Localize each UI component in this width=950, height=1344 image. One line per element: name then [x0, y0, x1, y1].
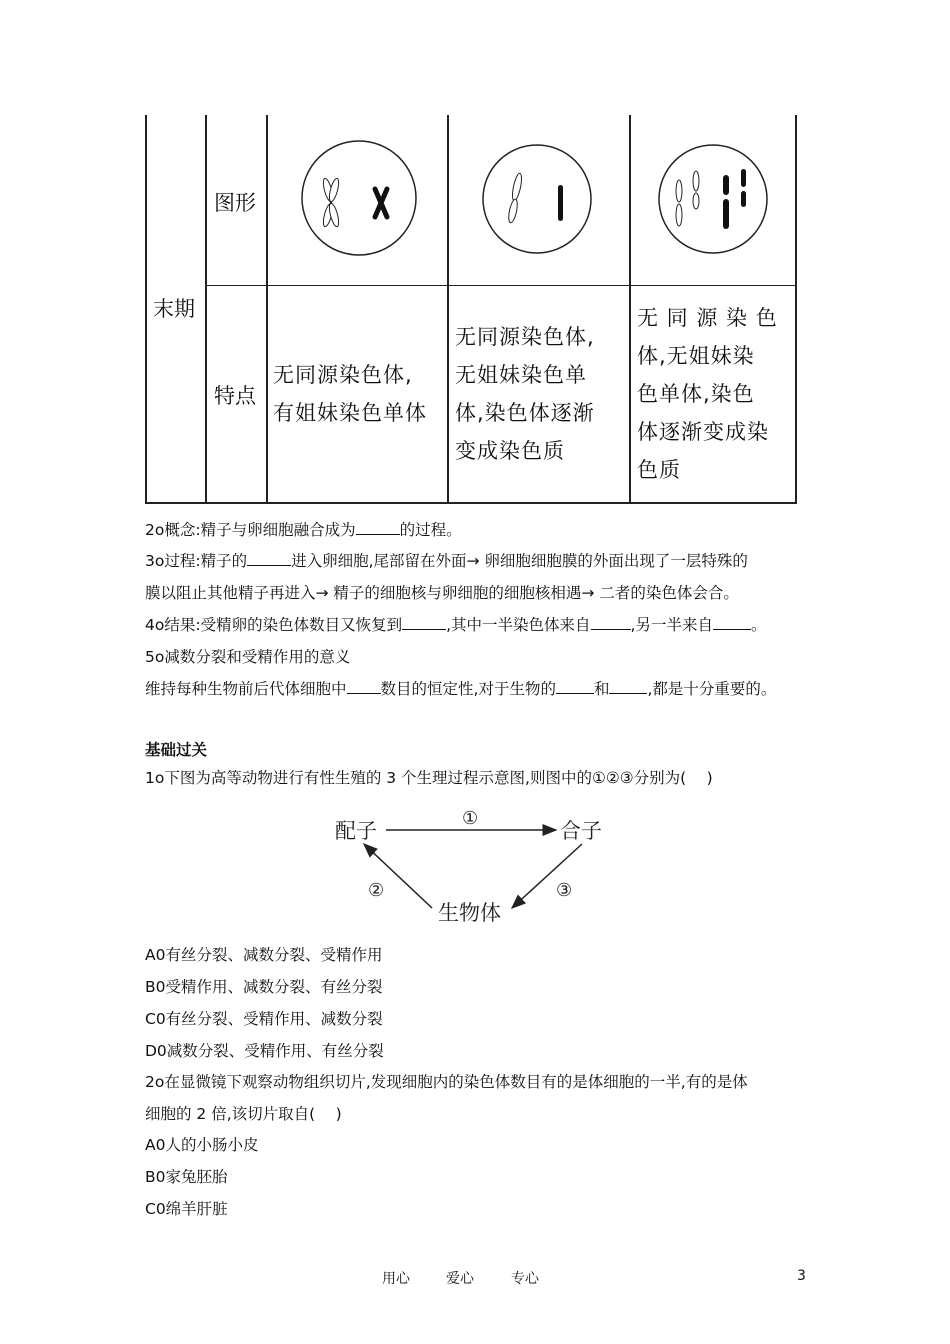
- node-zygote: 合子: [560, 819, 602, 843]
- fill-blank: [356, 520, 400, 535]
- section-heading: 基础过关: [145, 741, 208, 759]
- fill-blank: [247, 551, 291, 566]
- option-b: B0受精作用、减数分裂、有丝分裂: [145, 978, 383, 996]
- cell-figure-1: [297, 139, 422, 257]
- cell-figure-3: [657, 143, 769, 255]
- option-c: C0绵羊肝脏: [145, 1200, 228, 1218]
- node-organism: 生物体: [438, 901, 501, 925]
- question-2-cont: 细胞的 2 倍,该切片取自( ): [145, 1105, 342, 1123]
- result-line: 4o结果:受精卵的染色体数目又恢复到 ,其中一半染色体来自 ,另一半来自 。: [145, 616, 767, 634]
- question-2: 2o在显微镜下观察动物组织切片,发现细胞内的染色体数目有的是体细胞的一半,有的是体: [145, 1073, 748, 1091]
- feature-cell-1: [273, 356, 445, 432]
- feature-line: 无同源染色体,: [455, 325, 595, 349]
- fill-blank: [556, 679, 594, 694]
- chromosome-pair-icon: [322, 178, 341, 228]
- row-header-telophase: 末期: [153, 297, 195, 321]
- feature-line: 体逐渐变成染: [637, 420, 769, 444]
- feature-cell-2: [455, 318, 627, 470]
- significance-line: 维持每种生物前后代体细胞中 数目的恒定性,对于生物的 和 ,都是十分重要的。: [145, 680, 777, 698]
- label-process-2: ②: [368, 880, 385, 901]
- telophase-table: [145, 115, 797, 504]
- feature-line: 色单体,染色: [637, 382, 755, 406]
- fill-blank: [347, 679, 381, 694]
- chromosome-dark-icon: [375, 189, 387, 217]
- option-d: D0减数分裂、受精作用、有丝分裂: [145, 1042, 384, 1060]
- table-divider: [205, 115, 207, 502]
- chromosome-dark-icon: [558, 185, 563, 221]
- fill-blank: [609, 679, 647, 694]
- feature-line: 无同源染色体,: [273, 363, 413, 387]
- process-line-cont: 膜以阻止其他精子再进入→ 精子的细胞核与卵细胞的细胞核相遇→ 二者的染色体会合。: [145, 584, 739, 602]
- significance-heading: 5o减数分裂和受精作用的意义: [145, 648, 351, 666]
- table-divider: [266, 115, 268, 502]
- option-c: C0有丝分裂、受精作用、减数分裂: [145, 1010, 383, 1028]
- row-label-features: 特点: [214, 384, 256, 408]
- footer-motto: 爱心: [446, 1271, 474, 1287]
- question-1: 1o下图为高等动物进行有性生殖的 3 个生理过程示意图,则图中的①②③分别为( ): [145, 769, 713, 787]
- chromosome-light-icon: [676, 171, 699, 226]
- fill-blank: [402, 615, 446, 630]
- fill-blank: [591, 615, 631, 630]
- node-gamete: 配子: [335, 819, 377, 843]
- footer-motto: 专心: [511, 1271, 539, 1287]
- feature-line: 无姐妹染色单: [455, 363, 587, 387]
- row-label-figure: 图形: [214, 191, 256, 215]
- concept-line: 2o概念:精子与卵细胞融合成为 的过程。: [145, 521, 462, 539]
- table-divider: [447, 115, 449, 502]
- cell-figure-2: [480, 143, 595, 255]
- feature-line: 体,染色体逐渐: [455, 401, 595, 425]
- option-a: A0人的小肠小皮: [145, 1136, 259, 1154]
- table-divider: [629, 115, 631, 502]
- chromosome-light-icon: [507, 173, 523, 224]
- table-divider: [207, 285, 795, 286]
- chromosome-dark-icon: [723, 169, 746, 229]
- reproduction-cycle-diagram: [320, 800, 620, 930]
- feature-line: 无 同 源 染 色: [637, 306, 778, 330]
- label-process-3: ③: [556, 880, 573, 901]
- option-b: B0家兔胚胎: [145, 1168, 228, 1186]
- feature-line: 变成染色质: [455, 439, 565, 463]
- fill-blank: [713, 615, 751, 630]
- option-a: A0有丝分裂、减数分裂、受精作用: [145, 946, 383, 964]
- footer-motto: 用心: [382, 1271, 410, 1287]
- page-number: 3: [797, 1268, 806, 1284]
- feature-line: 有姐妹染色单体: [273, 401, 427, 425]
- process-line: 3o过程:精子的 进入卵细胞,尾部留在外面→ 卵细胞细胞膜的外面出现了一层特殊的: [145, 552, 748, 570]
- label-process-1: ①: [462, 808, 479, 829]
- feature-line: 体,无姐妹染: [637, 344, 755, 368]
- feature-cell-3: [637, 299, 792, 489]
- feature-line: 色质: [637, 458, 681, 482]
